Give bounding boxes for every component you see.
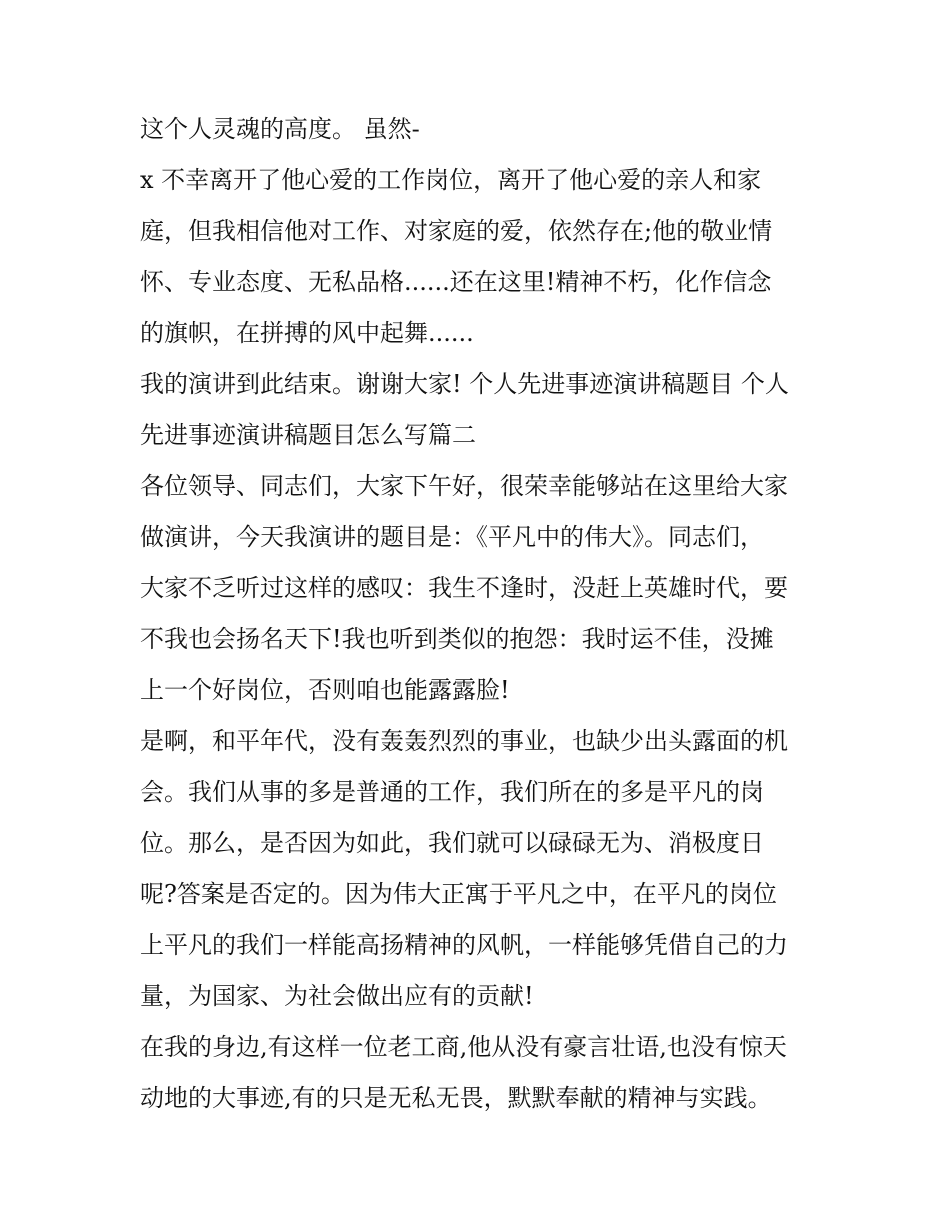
text-line: 位。那么，是否因为如此，我们就可以碌碌无为、消极度日 bbox=[140, 829, 764, 857]
text-line: 我的演讲到此结束。谢谢大家! 个人先进事迹演讲稿题目 个人 bbox=[140, 370, 789, 398]
document-body bbox=[140, 104, 830, 1124]
text-line: 是啊，和平年代，没有轰轰烈烈的事业，也缺少出头露面的机 bbox=[140, 727, 788, 755]
text-line: 做演讲，今天我演讲的题目是：《平凡中的伟大》。同志们， bbox=[140, 523, 764, 551]
text-line: 怀、专业态度、无私品格......还在这里!精神不朽，化作信念 bbox=[140, 268, 772, 296]
text-line: 庭，但我相信他对工作、对家庭的爱，依然存在;他的敬业情 bbox=[140, 217, 773, 245]
text-line: 上一个好岗位，否则咱也能露露脸! bbox=[140, 676, 510, 704]
text-line: 动地的大事迹,有的只是无私无畏，默默奉献的精神与实践。 bbox=[140, 1084, 772, 1112]
text-line: 大家不乏听过这样的感叹：我生不逢时，没赶上英雄时代，要 bbox=[140, 574, 788, 602]
text-line: x 不幸离开了他心爱的工作岗位，离开了他心爱的亲人和家 bbox=[140, 166, 762, 194]
text-line: 量，为国家、为社会做出应有的贡献! bbox=[140, 982, 534, 1010]
text-line: 先进事迹演讲稿题目怎么写篇二 bbox=[140, 421, 476, 449]
text-line: 上平凡的我们一样能高扬精神的风帆，一样能够凭借自己的力 bbox=[140, 931, 788, 959]
text-line: 不我也会扬名天下!我也听到类似的抱怨：我时运不佳，没摊 bbox=[140, 625, 774, 653]
text-line: 这个人灵魂的高度。 虽然- bbox=[140, 115, 420, 143]
text-line: 在我的身边,有这样一位老工商,他从没有豪言壮语,也没有惊天 bbox=[140, 1033, 787, 1061]
text-line: 会。我们从事的多是普通的工作，我们所在的多是平凡的岗 bbox=[140, 778, 764, 806]
text-line: 呢?答案是否定的。因为伟大正寓于平凡之中，在平凡的岗位 bbox=[140, 880, 777, 908]
text-line: 的旗帜，在拼搏的风中起舞...... bbox=[140, 319, 474, 347]
text-line: 各位领导、同志们，大家下午好，很荣幸能够站在这里给大家 bbox=[140, 472, 788, 500]
